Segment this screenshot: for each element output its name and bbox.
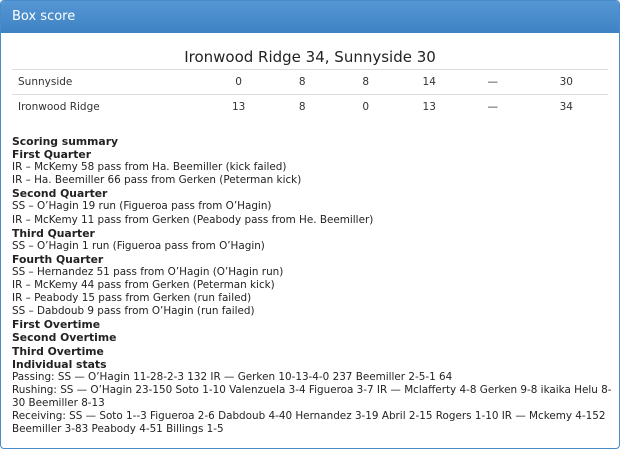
scoring-play: IR – Peabody 15 pass from Gerken (run failed) xyxy=(12,292,252,305)
quarter-2-score: 8 xyxy=(270,95,334,120)
individual-stats-heading: Individual stats xyxy=(12,357,107,371)
team-name: Ironwood Ridge xyxy=(12,95,207,120)
table-row xyxy=(12,95,608,120)
linescore-table xyxy=(12,69,608,119)
rushing-stats: Rushing: SS — O’Hagin 23-150 Soto 1-10 Valenzuela 3-4 Figueroa 3-7 IR — Mclafferty 4-8 Gerken 9-8 ikaika Helu 8-30 Beemiller 8-13 xyxy=(12,383,612,409)
scoring-play: SS – O’Hagin 1 run (Figueroa pass from O’Hagin) xyxy=(12,239,265,252)
quarter-1-score: 13 xyxy=(207,95,271,120)
overtime-score: — xyxy=(461,70,525,95)
scoring-summary-heading: Scoring summary xyxy=(12,135,119,148)
team-name: Sunnyside xyxy=(12,70,207,95)
quarter-3-score: 8 xyxy=(334,70,398,95)
total-score: 34 xyxy=(525,95,608,120)
quarter-4-score: 14 xyxy=(397,70,461,95)
table-row xyxy=(12,70,608,95)
scoring-play: SS – Hernandez 51 pass from O’Hagin (O’Hagin run) xyxy=(12,265,284,278)
scoring-play: IR – McKemy 58 pass from Ha. Beemiller (kick failed) xyxy=(12,161,287,174)
third-quarter-heading: Third Quarter xyxy=(12,226,95,240)
scoring-play: SS – O’Hagin 19 run (Figueroa pass from O’Hagin) xyxy=(12,200,272,213)
third-overtime-heading: Third Overtime xyxy=(12,344,104,358)
receiving-stats: Receiving: SS — Soto 1--3 Figueroa 2-6 Dabdoub 4-40 Hernandez 3-19 Abril 2-15 Rogers 1-10 IR — Mckemy 4-152 Beemiller 3-83 Peabody 4-51 Billings 1-5 xyxy=(12,409,606,436)
scoring-play: IR – Ha. Beemiller 66 pass from Gerken (Peterman kick) xyxy=(12,174,302,187)
quarter-2-score: 8 xyxy=(270,70,334,95)
passing-stats: Passing: SS — O’Hagin 11-28-2-3 132 IR — Gerken 10-13-4-0 237 Beemiller 2-5-1 64 xyxy=(12,370,453,383)
fourth-quarter-heading: Fourth Quarter xyxy=(12,252,104,266)
total-score: 30 xyxy=(525,70,608,95)
scoring-play: IR – McKemy 11 pass from Gerken (Peabody pass from He. Beemiller) xyxy=(12,213,374,226)
panel-title: Box score xyxy=(1,1,619,33)
second-quarter-heading: Second Quarter xyxy=(12,187,108,201)
scoring-play: SS – Dabdoub 9 pass from O’Hagin (run failed) xyxy=(12,305,255,318)
game-headline: Ironwood Ridge 34, Sunnyside 30 xyxy=(184,48,436,66)
first-quarter-heading: First Quarter xyxy=(12,148,92,162)
first-overtime-heading: First Overtime xyxy=(12,318,101,332)
scoring-play: IR – McKemy 44 pass from Gerken (Peterman kick) xyxy=(12,279,275,292)
quarter-3-score: 0 xyxy=(334,95,398,120)
scoring-summary xyxy=(12,135,612,436)
overtime-score: — xyxy=(461,95,525,120)
quarter-4-score: 13 xyxy=(397,95,461,120)
quarter-1-score: 0 xyxy=(207,70,271,95)
second-overtime-heading: Second Overtime xyxy=(12,331,117,345)
